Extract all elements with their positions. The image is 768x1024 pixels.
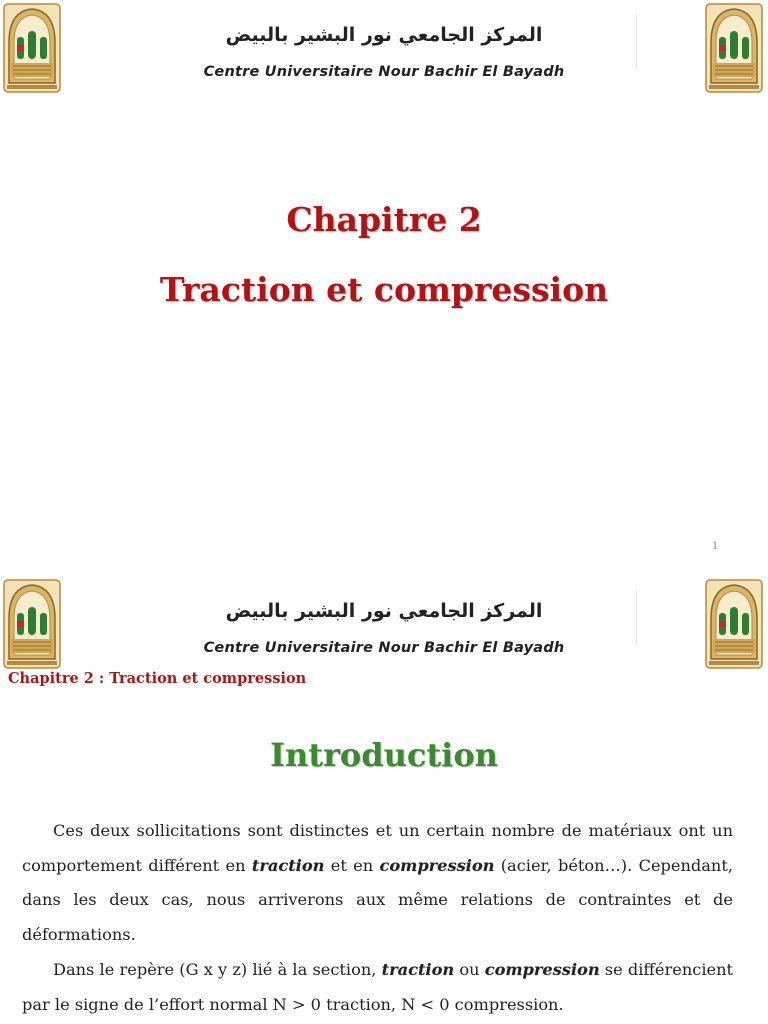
slide-introduction	[0, 576, 768, 1024]
text-run: et en	[324, 855, 380, 875]
text-run: se différencient par le signe de l’effort normal N > 0 traction, N < 0 compression.	[22, 960, 734, 1014]
keyword: traction	[251, 855, 325, 875]
keyword: compression	[484, 960, 600, 979]
text-run: (acier, béton…). Cependant, dans les deux cas, nous arriverons aux même relations de contraintes et de déformations.	[22, 855, 734, 944]
text-run: Dans le repère (G x y z) lié à la section,	[53, 960, 382, 979]
paragraph	[22, 953, 733, 1022]
section-heading: Introduction	[270, 736, 498, 774]
chapter-subtitle: Chapitre 2 : Traction et compression	[8, 670, 307, 687]
keyword: traction	[381, 960, 455, 979]
page-number: 1	[712, 541, 719, 552]
header-arabic: المركز الجامعي نور البشير بالبيض	[225, 600, 543, 622]
text-run: Ces deux sollicitations sont distinctes et un certain nombre de matériaux ont un comportement différent en	[22, 821, 733, 875]
header-french: Centre Universitaire Nour Bachir El Bayadh	[203, 64, 565, 80]
paragraph	[22, 814, 733, 952]
divider	[636, 14, 637, 70]
keyword: compression	[379, 855, 495, 875]
text-run: ou	[454, 960, 485, 979]
header-french: Centre Universitaire Nour Bachir El Bayadh	[203, 640, 565, 656]
chapter-number: Chapitre 2	[286, 200, 482, 239]
chapter-title: Traction et compression	[159, 270, 609, 309]
divider	[636, 590, 637, 646]
header-arabic: المركز الجامعي نور البشير بالبيض	[225, 24, 543, 46]
